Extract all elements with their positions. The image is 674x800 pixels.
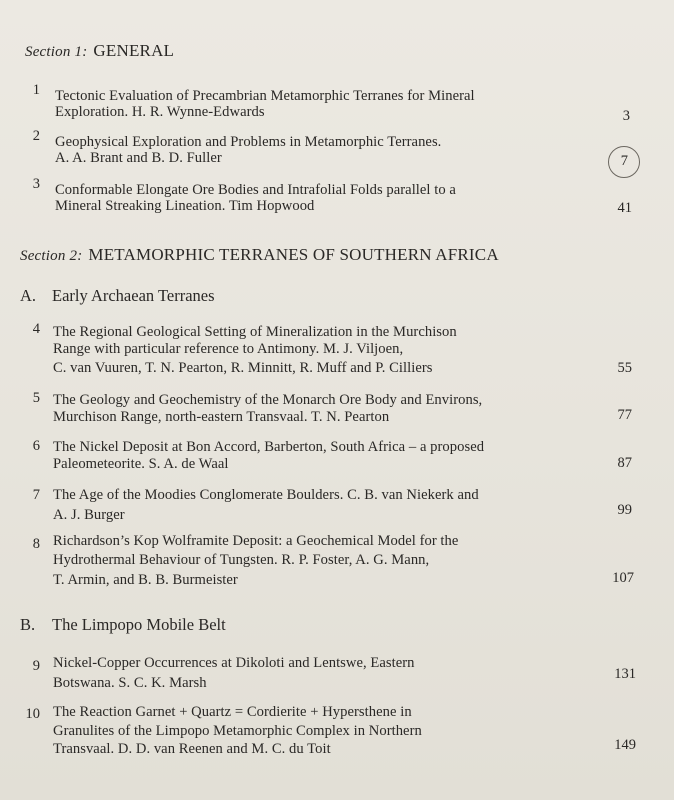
entry-number: 7 [32, 487, 40, 503]
subsection-title: The Limpopo Mobile Belt [52, 615, 226, 634]
entry-title-line: Granulites of the Limpopo Metamorphic Complex in Northern [53, 723, 422, 739]
subsection-letter: A. [20, 286, 37, 305]
entry-title-line: T. Armin, and B. B. Burmeister [53, 572, 238, 588]
entry-title-line: Botswana. S. C. K. Marsh [53, 675, 207, 691]
entry-title-line: Richardson’s Kop Wolframite Deposit: a Geochemical Model for the [53, 533, 459, 549]
entry-page-number: 55 [617, 360, 632, 376]
entry-title-line: A. J. Burger [53, 507, 125, 523]
entry-number: 1 [32, 82, 40, 98]
entry-page-number: 7 [620, 153, 628, 169]
section-2-label: Section 2: [20, 248, 83, 264]
entry-title-line: The Reaction Garnet + Quartz = Cordierite + Hypersthene in [53, 704, 412, 720]
entry-title-line: Conformable Elongate Ore Bodies and Intrafolial Folds parallel to a [55, 182, 456, 198]
section-2-title: METAMORPHIC TERRANES OF SOUTHERN AFRICA [88, 245, 499, 264]
entry-title-line: Exploration. H. R. Wynne-Edwards [55, 104, 265, 120]
entry-number: 3 [32, 176, 40, 192]
entry-number: 9 [32, 658, 40, 674]
entry-number: 6 [32, 438, 40, 454]
entry-title-line: C. van Vuuren, T. N. Pearton, R. Minnitt, R. Muff and P. Cilliers [53, 360, 433, 376]
entry-title-line: Paleometeorite. S. A. de Waal [53, 456, 229, 472]
entry-page-number: 41 [617, 200, 632, 216]
entry-title-line: The Geology and Geochemistry of the Monarch Ore Body and Environs, [53, 392, 483, 408]
entry-title-line: Tectonic Evaluation of Precambrian Metamorphic Terranes for Mineral [55, 88, 475, 104]
entry-title-line: Nickel-Copper Occurrences at Dikoloti and Lentswe, Eastern [53, 655, 415, 671]
entry-title-line: Range with particular reference to Antimony. M. J. Viljoen, [53, 341, 404, 357]
entry-number: 5 [32, 390, 40, 406]
subsection-b-heading [20, 615, 226, 635]
section-2-heading [20, 245, 499, 265]
entry-title-line: The Nickel Deposit at Bon Accord, Barberton, South Africa – a proposed [53, 439, 485, 455]
section-1-title: GENERAL [93, 41, 175, 60]
entry-page-number: 3 [622, 108, 630, 124]
entry-title-line: The Age of the Moodies Conglomerate Boulders. C. B. van Niekerk and [53, 487, 479, 503]
entry-title-line: Hydrothermal Behaviour of Tungsten. R. P. Foster, A. G. Mann, [53, 552, 430, 568]
entry-number: 4 [32, 321, 40, 337]
entry-title-line: Transvaal. D. D. van Reenen and M. C. du Toit [53, 741, 331, 757]
subsection-letter: B. [20, 615, 36, 634]
section-1-label: Section 1: [25, 44, 88, 60]
section-1-heading [25, 41, 174, 61]
entry-title-line: The Regional Geological Setting of Mineralization in the Murchison [53, 324, 457, 340]
entry-number: 10 [25, 706, 40, 722]
subsection-title: Early Archaean Terranes [52, 286, 215, 305]
entry-title-line: Mineral Streaking Lineation. Tim Hopwood [55, 198, 315, 214]
entry-title-line: A. A. Brant and B. D. Fuller [55, 150, 222, 166]
entry-page-number: 131 [614, 666, 636, 682]
entry-page-number: 107 [612, 570, 634, 586]
entry-title-line: Murchison Range, north-eastern Transvaal. T. N. Pearton [53, 409, 390, 425]
entry-title-line: Geophysical Exploration and Problems in Metamorphic Terranes. [55, 134, 442, 150]
entry-page-number: 149 [614, 737, 636, 753]
entry-page-number: 77 [617, 407, 632, 423]
entry-number: 2 [32, 128, 40, 144]
entry-number: 8 [32, 536, 40, 552]
entry-page-number: 99 [617, 502, 632, 518]
entry-page-number: 87 [617, 455, 632, 471]
subsection-a-heading [20, 286, 215, 306]
